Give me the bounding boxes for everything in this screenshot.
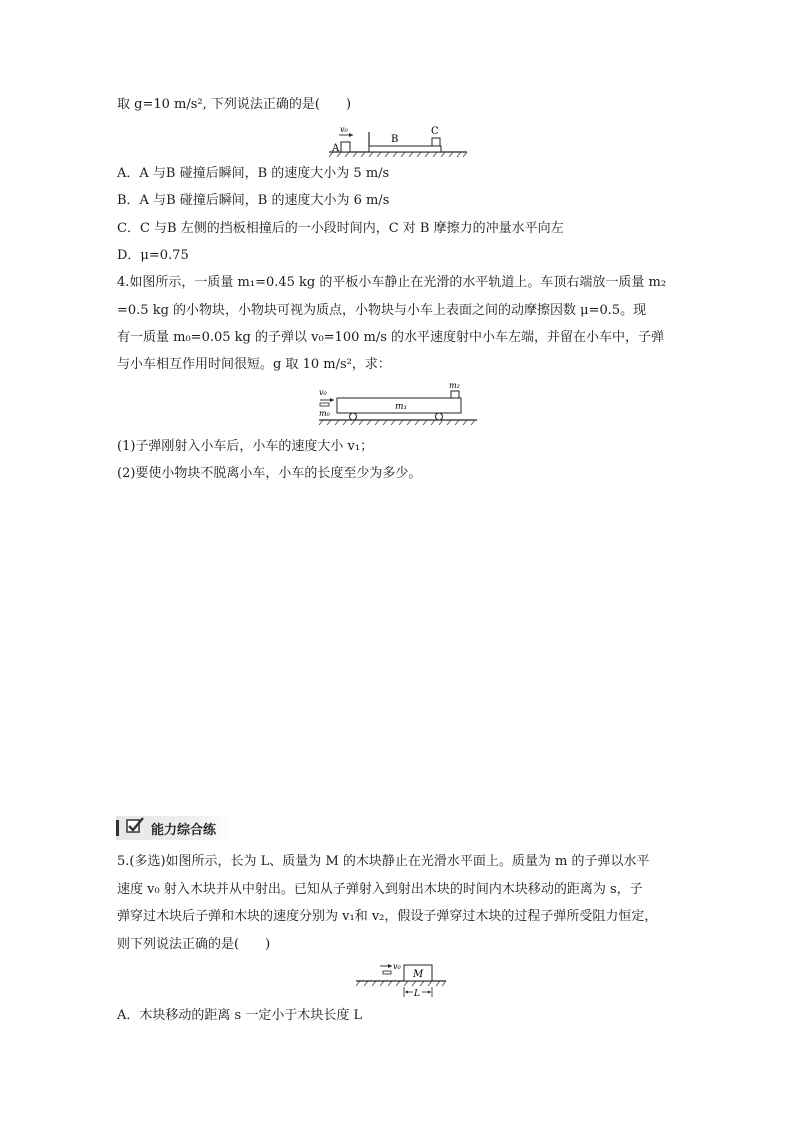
- q3-option-a: A．A 与B 碰撞后瞬间，B 的速度大小为 5 m/s: [117, 166, 390, 181]
- q4-sub-1: (1)子弹刚射入小车后，小车的速度大小 v₁；: [117, 439, 374, 454]
- q3-figure: [325, 122, 475, 158]
- wheel-right: [436, 413, 443, 420]
- q4-line-2: =0.5 kg 的小物块，小物块可视为质点，小物块与小车上表面之间的动摩擦因数 μ=0.5。现: [117, 303, 647, 318]
- label-m1: m₁: [395, 402, 408, 412]
- label-L: L: [414, 989, 420, 999]
- q5-line-4: 则下列说法正确的是( ): [117, 937, 271, 952]
- block-a: [341, 142, 350, 152]
- block-m2: [451, 391, 459, 398]
- label-a: A: [332, 143, 340, 154]
- q5-line-2: 速度 v₀ 射入木块并从中射出。已知从子弹射入到射出木块的时间内木块移动的距离为 s，子: [117, 882, 643, 897]
- label-c: C: [431, 126, 439, 137]
- q4-line-3: 有一质量 m₀=0.05 kg 的子弹以 v₀=100 m/s 的水平速度射中小车左端，并留在小车中，子弹: [117, 330, 665, 345]
- q4-sub-2: (2)要使小物块不脱离小车，小车的长度至少为多少。: [117, 466, 422, 481]
- label-v0: v₀: [340, 125, 348, 134]
- block-c: [432, 138, 440, 146]
- label-m0: m₀: [319, 409, 330, 418]
- q3-option-d: D．μ=0.75: [117, 248, 189, 263]
- q4-line-1: 4.如图所示，一质量 m₁=0.45 kg 的平板小车静止在光滑的水平轨道上。车顶右端放一质量 m₂: [117, 275, 667, 290]
- label-m2: m₂: [449, 381, 460, 390]
- q5-figure: [350, 959, 450, 1001]
- bullet-m: [383, 971, 391, 974]
- label-v0: v₀: [319, 388, 327, 397]
- wheel-left: [350, 413, 357, 420]
- label-M: M: [413, 969, 424, 980]
- plank-b: [369, 146, 441, 152]
- q3-intro: 取 g=10 m/s², 下列说法正确的是( ): [117, 97, 352, 112]
- q3-option-b: B．A 与B 碰撞后瞬间，B 的速度大小为 6 m/s: [117, 193, 390, 208]
- label-v0: v₀: [393, 962, 401, 971]
- q5-option-a: A．木块移动的距离 s 一定小于木块长度 L: [117, 1008, 363, 1023]
- q3-option-c: C．C 与B 左侧的挡板相撞后的一小段时间内，C 对 B 摩擦力的冲量水平向左: [117, 221, 564, 236]
- q4-line-4: 与小车相互作用时间很短。g 取 10 m/s²，求：: [117, 357, 391, 372]
- q4-figure: [315, 378, 480, 426]
- q5-line-1: 5.(多选)如图所示，长为 L、质量为 M 的木块静止在光滑水平面上。质量为 m 的子弹以水平: [117, 854, 650, 869]
- q5-line-3: 弹穿过木块后子弹和木块的速度分别为 v₁和 v₂，假设子弹穿过木块的过程子弹所受阻力恒定，: [117, 909, 658, 924]
- label-b: B: [391, 134, 399, 145]
- section-bar: [116, 820, 119, 836]
- check-icon: [125, 817, 145, 839]
- section-header: [116, 817, 216, 839]
- section-title: 能力综合练: [151, 822, 217, 838]
- bullet-m0: [320, 403, 329, 406]
